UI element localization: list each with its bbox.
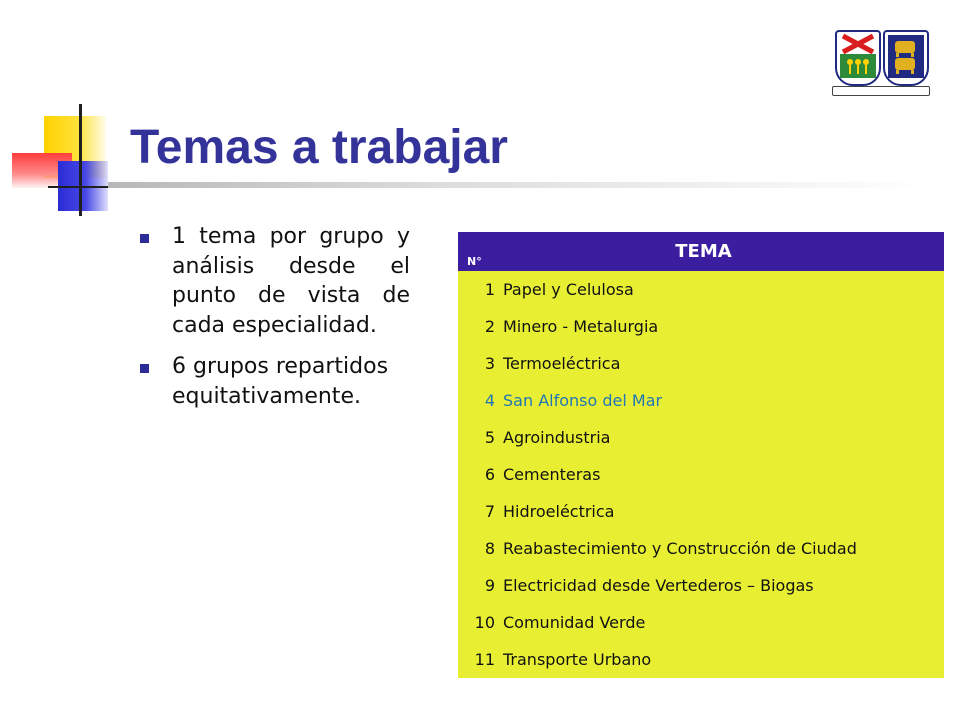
bullet-item xyxy=(140,222,410,340)
university-logo-icon xyxy=(832,28,928,100)
page-title: Temas a trabajar xyxy=(130,121,508,174)
right-shield-icon xyxy=(883,30,929,86)
bullet-text: 6 grupos repartidos equitativamente. xyxy=(172,354,389,409)
table-row-highlighted xyxy=(458,382,944,419)
table-row xyxy=(458,604,944,641)
bullet-text: 1 tema por grupo y análisis desde el punto de vista de cada especialidad. xyxy=(172,224,410,338)
row-number: 7 xyxy=(484,502,495,521)
row-topic: San Alfonso del Mar xyxy=(503,391,663,410)
row-number: 5 xyxy=(484,428,495,447)
row-number: 10 xyxy=(474,613,495,632)
row-topic: Electricidad desde Vertederos – Biogas xyxy=(503,576,814,595)
row-topic: Agroindustria xyxy=(503,428,611,447)
row-number: 8 xyxy=(484,539,495,558)
left-shield-icon xyxy=(835,30,881,86)
bullet-list xyxy=(140,222,410,411)
logo-banner-icon xyxy=(832,86,930,96)
table-row xyxy=(458,567,944,604)
bullet-item xyxy=(140,352,410,411)
table-row xyxy=(458,308,944,345)
row-topic: Comunidad Verde xyxy=(503,613,646,632)
row-topic: Cementeras xyxy=(503,465,601,484)
row-number: 9 xyxy=(484,576,495,595)
table-row xyxy=(458,530,944,567)
row-topic: Papel y Celulosa xyxy=(503,280,634,299)
topics-table xyxy=(458,232,944,678)
table-row xyxy=(458,456,944,493)
row-topic: Transporte Urbano xyxy=(503,650,652,669)
table-row xyxy=(458,345,944,382)
title-underline xyxy=(108,182,928,188)
table-row xyxy=(458,641,944,678)
decorative-vertical-line xyxy=(79,104,82,216)
column-header-number: N° xyxy=(458,232,503,271)
row-topic: Hidroeléctrica xyxy=(503,502,615,521)
bullet-square-icon xyxy=(140,364,149,373)
row-number: 4 xyxy=(484,391,495,410)
table-header-row xyxy=(458,232,944,271)
row-number: 11 xyxy=(474,650,495,669)
bullet-square-icon xyxy=(140,234,149,243)
row-topic: Termoeléctrica xyxy=(503,354,621,373)
row-number: 2 xyxy=(484,317,495,336)
row-number: 3 xyxy=(484,354,495,373)
table-row xyxy=(458,493,944,530)
row-number: 6 xyxy=(484,465,495,484)
table-row xyxy=(458,419,944,456)
row-topic: Minero - Metalurgia xyxy=(503,317,659,336)
column-header-topic: TEMA xyxy=(503,232,944,271)
row-topic: Reabastecimiento y Construcción de Ciudad xyxy=(503,539,857,558)
row-number: 1 xyxy=(484,280,495,299)
table-row xyxy=(458,271,944,308)
